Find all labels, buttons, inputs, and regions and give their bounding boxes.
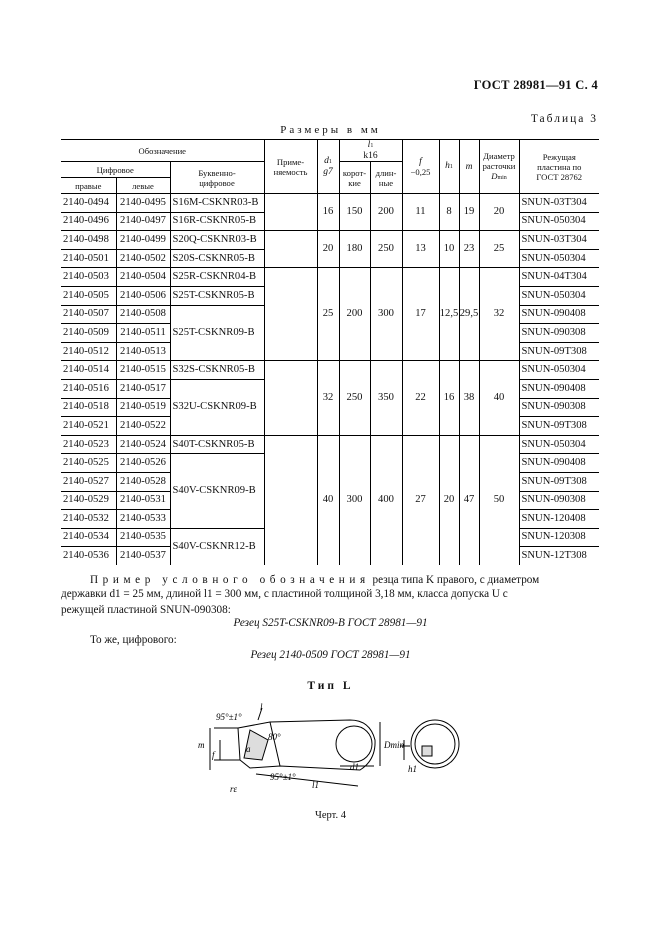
cell-right-code: 2140-0505	[61, 286, 116, 305]
cell-dmin: 32	[479, 268, 519, 361]
cell-left-code: 2140-0504	[116, 268, 170, 287]
designation-example-1: Резец S25T-CSKNR09-B ГОСТ 28981—91	[233, 617, 428, 629]
cell-left-code: 2140-0502	[116, 249, 170, 268]
cell-left-code: 2140-0495	[116, 194, 170, 213]
label-h1: h1	[408, 764, 417, 774]
cell-insert: SNUN-120308	[519, 528, 599, 547]
cell-right-code: 2140-0527	[61, 472, 116, 491]
cell-insert: SNUN-050304	[519, 249, 599, 268]
cell-right-code: 2140-0523	[61, 435, 116, 454]
cell-insert: SNUN-090408	[519, 305, 599, 324]
cell-f: 27	[402, 435, 439, 565]
cell-applicability	[264, 361, 317, 435]
table-row	[61, 435, 599, 454]
cell-insert: SNUN-09T308	[519, 342, 599, 361]
header-m: m	[459, 140, 479, 194]
cell-right-code: 2140-0503	[61, 268, 116, 287]
cell-right-code: 2140-0518	[61, 398, 116, 417]
cell-left-code: 2140-0528	[116, 472, 170, 491]
label-l: l	[260, 702, 263, 712]
cell-insert: SNUN-090408	[519, 379, 599, 398]
header-l1: l1 k16	[339, 140, 402, 162]
cell-d1: 40	[317, 435, 339, 565]
cell-alphanumeric-code: S20S-CSKNR05-B	[170, 249, 264, 268]
cell-left-code: 2140-0511	[116, 324, 170, 343]
cell-alphanumeric-code: S32U-CSKNR09-B	[170, 379, 264, 435]
cell-left-code: 2140-0531	[116, 491, 170, 510]
cell-right-code: 2140-0496	[61, 212, 116, 231]
cell-right-code: 2140-0529	[61, 491, 116, 510]
cell-alphanumeric-code: S40V-CSKNR12-B	[170, 528, 264, 565]
cell-dmin: 20	[479, 194, 519, 231]
cell-alphanumeric-code: S40T-CSKNR05-B	[170, 435, 264, 454]
figure-type-label: Тип L	[307, 680, 354, 692]
cell-insert: SNUN-050304	[519, 435, 599, 454]
cell-l1-short: 200	[339, 268, 370, 361]
cell-left-code: 2140-0497	[116, 212, 170, 231]
cell-d1: 25	[317, 268, 339, 361]
cell-applicability	[264, 231, 317, 268]
label-angle-top: 95°±1°	[216, 712, 242, 722]
header-digital: Цифровое	[61, 162, 170, 178]
cell-m: 19	[459, 194, 479, 231]
table-row	[61, 268, 599, 287]
cell-insert: SNUN-03T304	[519, 231, 599, 250]
dimensions-table	[61, 139, 599, 565]
cell-f: 13	[402, 231, 439, 268]
table-number: Таблица 3	[530, 113, 598, 125]
cell-right-code: 2140-0509	[61, 324, 116, 343]
cell-right-code: 2140-0516	[61, 379, 116, 398]
cell-h1: 20	[439, 435, 459, 565]
bore-insert	[422, 746, 432, 756]
cell-l1-long: 350	[370, 361, 402, 435]
cell-left-code: 2140-0506	[116, 286, 170, 305]
cell-insert: SNUN-050304	[519, 361, 599, 380]
cell-d1: 20	[317, 231, 339, 268]
cell-right-code: 2140-0534	[61, 528, 116, 547]
example-paragraph-line1: Пример условного обозначения резца типа K правого, с диаметром	[90, 574, 540, 586]
cell-alphanumeric-code: S25T-CSKNR05-B	[170, 286, 264, 305]
cell-h1: 8	[439, 194, 459, 231]
cell-left-code: 2140-0535	[116, 528, 170, 547]
cell-alphanumeric-code: S25R-CSKNR04-B	[170, 268, 264, 287]
cell-alphanumeric-code: S16M-CSKNR03-B	[170, 194, 264, 213]
cell-dmin: 25	[479, 231, 519, 268]
table-row	[61, 361, 599, 380]
table-row	[61, 231, 599, 250]
header-designation: Обозначение	[61, 140, 264, 162]
cell-insert: SNUN-090308	[519, 491, 599, 510]
cell-applicability	[264, 435, 317, 565]
cell-dmin: 40	[479, 361, 519, 435]
cell-d1: 16	[317, 194, 339, 231]
label-m: m	[198, 740, 205, 750]
cell-h1: 16	[439, 361, 459, 435]
cell-right-code: 2140-0507	[61, 305, 116, 324]
header-h1: h1	[439, 140, 459, 194]
cell-h1: 10	[439, 231, 459, 268]
cell-left-code: 2140-0513	[116, 342, 170, 361]
cell-insert: SNUN-090408	[519, 454, 599, 473]
label-a: a	[246, 744, 251, 754]
cell-l1-short: 180	[339, 231, 370, 268]
header-d1: d1 g7	[317, 140, 339, 194]
cell-m: 38	[459, 361, 479, 435]
cell-right-code: 2140-0512	[61, 342, 116, 361]
cell-m: 47	[459, 435, 479, 565]
cell-left-code: 2140-0522	[116, 417, 170, 436]
cell-left-code: 2140-0524	[116, 435, 170, 454]
cell-right-code: 2140-0514	[61, 361, 116, 380]
cell-left-code: 2140-0499	[116, 231, 170, 250]
cell-insert: SNUN-04T304	[519, 268, 599, 287]
cell-left-code: 2140-0537	[116, 547, 170, 565]
cell-f: 17	[402, 268, 439, 361]
cell-right-code: 2140-0494	[63, 196, 109, 208]
figure-caption: Черт. 4	[315, 810, 346, 821]
header-short: корот- кие	[339, 162, 370, 194]
cell-alphanumeric-code: S32S-CSKNR05-B	[170, 361, 264, 380]
header-dmin: Диаметр расточки Dmin	[479, 140, 519, 194]
label-dmin: Dmin	[384, 740, 404, 750]
cell-right-code: 2140-0536	[61, 547, 116, 565]
header-long: длин- ные	[370, 162, 402, 194]
dimensions-note: Размеры в мм	[280, 124, 381, 136]
label-d1: d1	[350, 762, 359, 772]
table-row	[61, 194, 599, 213]
cell-m: 29,5	[459, 268, 479, 361]
label-angle-mid: 80°	[268, 732, 281, 742]
example-paragraph-rest: державки d1 = 25 мм, длиной l1 = 300 мм, с пластиной толщиной 3,18 мм, класса допуска U с режущей пластиной SNUN-090308:	[61, 588, 508, 616]
cell-right-code: 2140-0532	[61, 510, 116, 529]
cell-insert: SNUN-09T308	[519, 472, 599, 491]
cell-dmin: 50	[479, 435, 519, 565]
cell-insert: SNUN-090308	[519, 324, 599, 343]
cell-d1: 32	[317, 361, 339, 435]
cell-applicability	[264, 268, 317, 361]
label-l1: l1	[312, 780, 320, 790]
header-insert: Режущая пластина по ГОСТ 28762	[519, 140, 599, 194]
cell-alphanumeric-code: S40V-CSKNR09-B	[170, 454, 264, 528]
cell-l1-short: 150	[339, 194, 370, 231]
bore-circle	[411, 720, 459, 768]
page-header: ГОСТ 28981—91 С. 4	[473, 78, 598, 92]
header-alphanumeric: Буквенно- цифровое	[170, 162, 264, 194]
cell-f: 11	[402, 194, 439, 231]
cell-right-code: 2140-0525	[61, 454, 116, 473]
header-applicability: Приме- няемость	[264, 140, 317, 194]
cell-insert: SNUN-12T308	[519, 547, 599, 565]
cell-l1-short: 250	[339, 361, 370, 435]
header-right: правые	[75, 180, 102, 191]
cell-left-code: 2140-0519	[116, 398, 170, 417]
cell-left-code: 2140-0508	[116, 305, 170, 324]
cell-right-code: 2140-0521	[61, 417, 116, 436]
cell-right-code: 2140-0498	[61, 231, 116, 250]
cell-right-code: 2140-0501	[61, 249, 116, 268]
cell-left-code: 2140-0526	[116, 454, 170, 473]
cell-insert: SNUN-090308	[519, 398, 599, 417]
cell-left-code: 2140-0517	[116, 379, 170, 398]
cell-f: 22	[402, 361, 439, 435]
cell-m: 23	[459, 231, 479, 268]
label-angle-bot: 95°±1°	[270, 772, 296, 782]
header-f: f −0,25	[402, 140, 439, 194]
cutter-drawing	[190, 700, 470, 805]
designation-example-2: Резец 2140-0509 ГОСТ 28981—91	[250, 649, 411, 661]
cell-l1-short: 300	[339, 435, 370, 565]
header-left: левые	[116, 178, 170, 194]
cell-left-code: 2140-0533	[116, 510, 170, 529]
label-f: f	[212, 750, 215, 760]
cell-l1-long: 250	[370, 231, 402, 268]
cell-insert: SNUN-050304	[519, 286, 599, 305]
same-digital-label: То же, цифрового:	[90, 634, 177, 646]
cell-alphanumeric-code: S20Q-CSKNR03-B	[170, 231, 264, 250]
cell-insert: SNUN-03T304	[519, 194, 599, 213]
cell-left-code: 2140-0515	[116, 361, 170, 380]
cell-h1: 12,5	[439, 268, 459, 361]
cell-l1-long: 200	[370, 194, 402, 231]
cell-alphanumeric-code: S16R-CSKNR05-B	[170, 212, 264, 231]
label-re: rε	[230, 784, 238, 794]
cell-applicability	[264, 194, 317, 231]
cell-insert: SNUN-09T308	[519, 417, 599, 436]
cell-l1-long: 300	[370, 268, 402, 361]
cell-insert: SNUN-120408	[519, 510, 599, 529]
cell-insert: SNUN-050304	[519, 212, 599, 231]
cell-l1-long: 400	[370, 435, 402, 565]
shank-section	[336, 726, 372, 762]
shank-edge	[270, 722, 280, 766]
cell-alphanumeric-code: S25T-CSKNR09-B	[170, 305, 264, 361]
